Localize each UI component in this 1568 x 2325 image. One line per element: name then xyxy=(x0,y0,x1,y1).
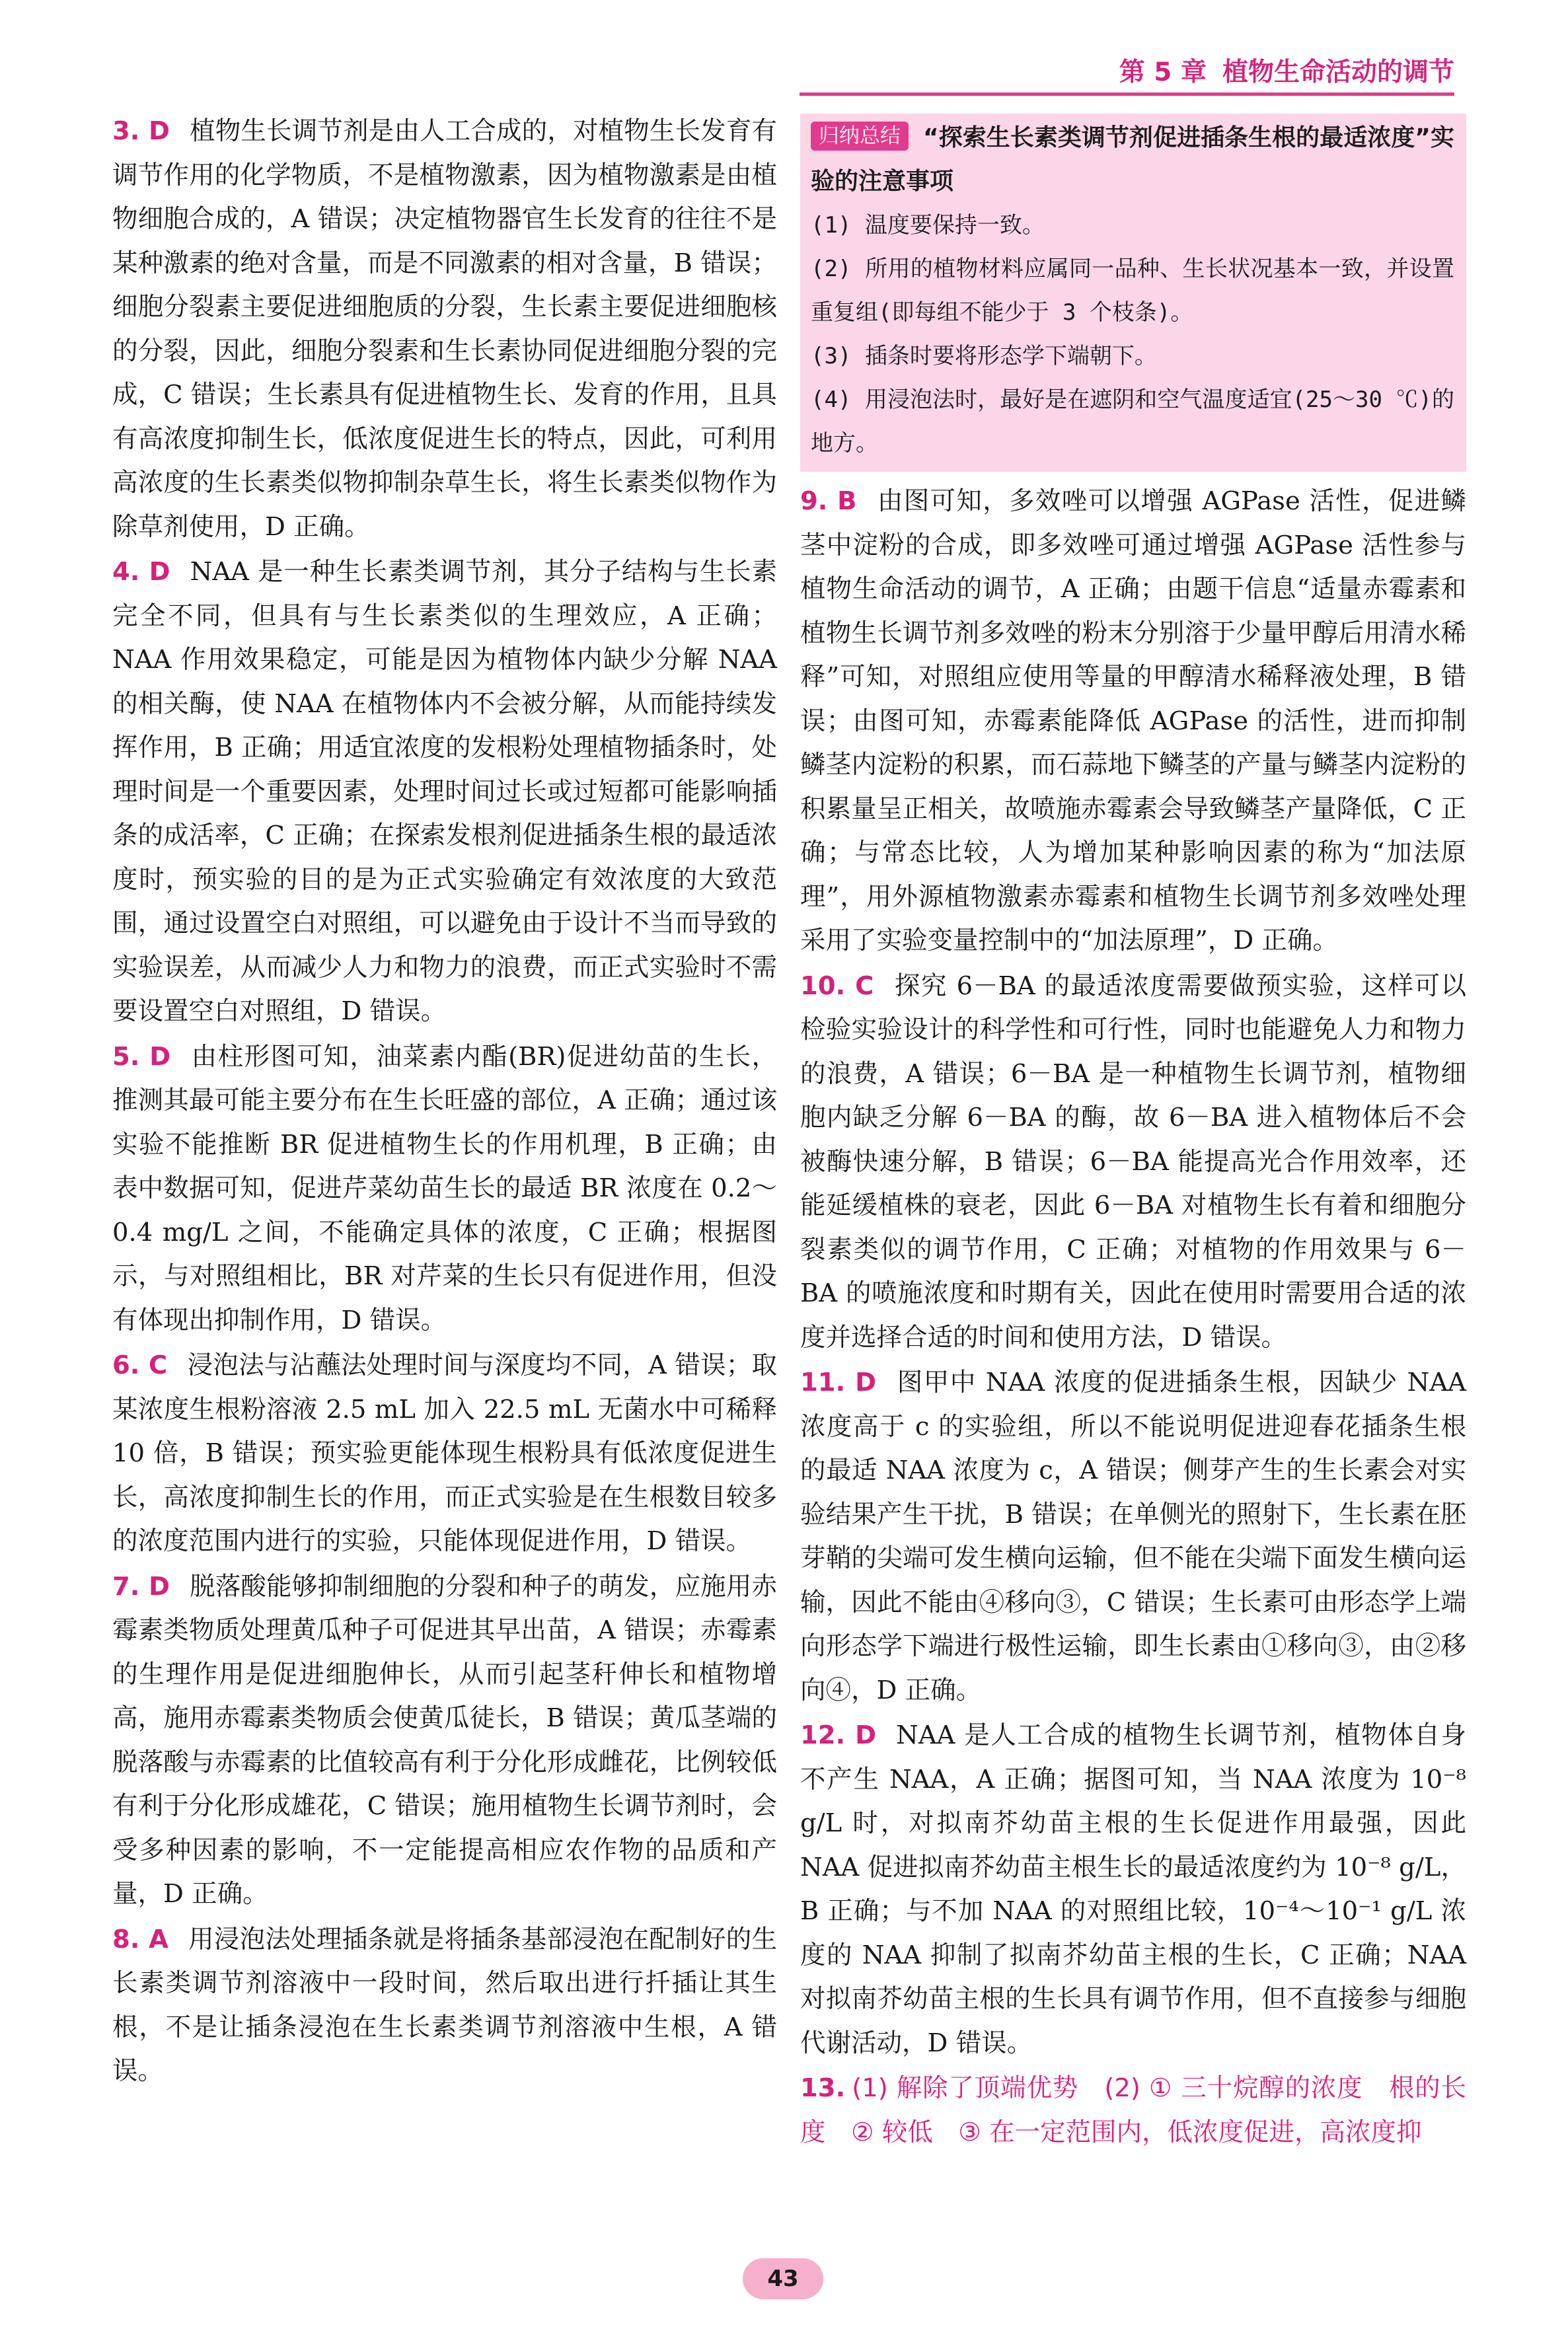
answer-item xyxy=(112,1918,777,2094)
answer-number: 4. D xyxy=(112,557,170,587)
header-rule xyxy=(800,92,1454,96)
answer-item xyxy=(112,1565,777,1917)
answer-item xyxy=(112,550,777,1034)
chapter-name: 植物生命活动的调节 xyxy=(1222,57,1454,87)
chapter-number: 第 5 章 xyxy=(1119,57,1207,87)
answer-number: 9. B xyxy=(800,486,857,516)
answer-text: 图甲中 NAA 浓度的促进插条生根，因缺少 NAA 浓度高于 c 的实验组，所以不能说明促进迎春花插条生根的最适 NAA 浓度为 c，A 错误；侧芽产生的生长素会对实验结果产生干扰，B 错误；在单侧光的照射下，生长素在胚芽鞘的尖端可发生横向运输，但不能在尖端下面发生横向运输，因此不能由④移向③，C 错误；生长素可由形态学上端向形态学下端进行极性运输，即生长素由①移向③，由②移向④，D 正确。 xyxy=(800,1368,1466,1705)
answer-number: 3. D xyxy=(112,116,170,146)
answer-item xyxy=(800,480,1466,963)
answer-text: 脱落酸能够抑制细胞的分裂和种子的萌发，应施用赤霉素类物质处理黄瓜种子可促进其早出苗，A 错误；赤霉素的生理作用是促进细胞伸长，从而引起茎秆伸长和植物增高，施用赤霉素类物质会使黄瓜徒长，B 错误；黄瓜茎端的脱落酸与赤霉素的比值较高有利于分化形成雌花，比例较低有利于分化形成雄花，C 错误；施用植物生长调节剂时，会受多种因素的影响，不一定能提高相应农作物的品质和产量，D 正确。 xyxy=(112,1571,777,1909)
answer-text: (1) 解除了顶端优势 (2) ① 三十烷醇的浓度 根的长度 ② 较低 ③ 在一定范围内，低浓度促进，高浓度抑 xyxy=(800,2073,1466,2147)
chapter-title xyxy=(1119,52,1454,89)
summary-line: (1) 温度要保持一致。 xyxy=(811,212,1045,239)
answer-item xyxy=(112,1035,777,1343)
answer-text: NAA 是人工合成的植物生长调节剂，植物体自身不产生 NAA，A 正确；据图可知，当 NAA 浓度为 10⁻⁸ g/L 时，对拟南芥幼苗主根的生长促进作用最强，因此 NAA 促进拟南芥幼苗主根生长的最适浓度约为 10⁻⁸ g/L，B 正确；与不加 NAA 的对照组比较，10⁻⁴～10⁻¹ g/L 浓度的 NAA 抑制了拟南芥幼苗主根的生长，C 正确；NAA 对拟南芥幼苗主根的生长具有调节作用，但不直接参与细胞代谢活动，D 错误。 xyxy=(800,1720,1466,2058)
summary-box xyxy=(800,114,1466,472)
answer-item xyxy=(112,1344,777,1564)
answer-text: 浸泡法与沾蘸法处理时间与深度均不同，A 错误；取某浓度生根粉溶液 2.5 mL 加入 22.5 mL 无菌水中可稀释 10 倍，B 错误；预实验更能体现生根粉具有低浓度促进生长，高浓度抑制生长的作用，而正式实验是在生根数目较多的浓度范围内进行的实验，只能体现促进作用，D 错误。 xyxy=(112,1350,778,1556)
right-column xyxy=(800,114,1466,2156)
summary-line: (3) 插条时要将形态学下端朝下。 xyxy=(811,343,1157,369)
answer-number: 10. C xyxy=(800,971,874,1001)
answer-text: 用浸泡法处理插条就是将插条基部浸泡在配制好的生长素类调节剂溶液中一段时间，然后取出进行扦插让其生根，不是让插条浸泡在生长素类调节剂溶液中生根，A 错误。 xyxy=(112,1924,777,2086)
left-column xyxy=(112,110,777,2095)
answer-text: 植物生长调节剂是由人工合成的，对植物生长发育有调节作用的化学物质，不是植物激素，因为植物激素是由植物细胞合成的，A 错误；决定植物器官生长发育的往往不是某种激素的绝对含量，而是不同激素的相对含量，B 错误；细胞分裂素主要促进细胞质的分裂，生长素主要促进细胞核的分裂，因此，细胞分裂素和生长素协同促进细胞分裂的完成，C 错误；生长素具有促进植物生长、发育的作用，且具有高浓度抑制生长，低浓度促进生长的特点，因此，可利用高浓度的生长素类似物抑制杂草生长，将生长素类似物作为除草剂使用，D 正确。 xyxy=(112,116,777,542)
summary-line: (4) 用浸泡法时，最好是在遮阴和空气温度适宜(25～30 ℃)的地方。 xyxy=(811,387,1454,457)
summary-title: “探索生长素类调节剂促进插条生根的最适浓度”实验的注意事项 xyxy=(811,124,1454,195)
answer-number: 8. A xyxy=(112,1924,168,1954)
answer-text: 探究 6－BA 的最适浓度需要做预实验，这样可以检验实验设计的科学性和可行性，同时也能避免人力和物力的浪费，A 错误；6－BA 是一种植物生长调节剂，植物细胞内缺乏分解 6－BA 的酶，故 6－BA 进入植物体后不会被酶快速分解，B 错误；6－BA 能提高光合作用效率，还能延缓植株的衰老，因此 6－BA 对植物生长有着和细胞分裂素类似的调节作用，C 正确；对植物的作用效果与 6－BA 的喷施浓度和时期有关，因此在使用时需要用合适的浓度并选择合适的时间和使用方法，D 错误。 xyxy=(800,971,1466,1352)
answer-item xyxy=(800,1361,1466,1713)
answer-item xyxy=(112,110,777,549)
answer-text: NAA 是一种生长素类调节剂，其分子结构与生长素完全不同，但具有与生长素类似的生理效应，A 正确；NAA 作用效果稳定，可能是因为植物体内缺少分解 NAA 的相关酶，使 NAA 在植物体内不会被分解，从而能持续发挥作用，B 正确；用适宜浓度的发根粉处理植物插条时，处理时间是一个重要因素，处理时间过长或过短都可能影响插条的成活率，C 正确；在探索发根剂促进插条生根的最适浓度时，预实验的目的是为正式实验确定有效浓度的大致范围，通过设置空白对照组，可以避免由于设计不当而导致的实验误差，从而减少人力和物力的浪费，而正式实验时不需要设置空白对照组，D 错误。 xyxy=(112,557,777,1026)
page-header xyxy=(0,0,1568,92)
answer-number: 11. D xyxy=(800,1368,877,1397)
summary-tag: 归纳总结 xyxy=(811,122,909,151)
answer-item xyxy=(800,965,1466,1360)
answer-text: 由图可知，多效唑可以增强 AGPase 活性，促进鳞茎中淀粉的合成，即多效唑可通过增强 AGPase 活性参与植物生命活动的调节，A 正确；由题干信息“适量赤霉素和植物生长调节剂多效唑的粉末分别溶于少量甲醇后用清水稀释”可知，对照组应使用等量的甲醇清水稀释液处理，B 错误；由图可知，赤霉素能降低 AGPase 的活性，进而抑制鳞茎内淀粉的积累，而石蒜地下鳞茎的产量与鳞茎内淀粉的积累量呈正相关，故喷施赤霉素会导致鳞茎产量降低，C 正确；与常态比较，人为增加某种影响因素的称为“加法原理”，用外源植物激素赤霉素和植物生长调节剂多效唑处理采用了实验变量控制中的“加法原理”，D 正确。 xyxy=(800,486,1466,955)
answer-number: 7. D xyxy=(112,1571,170,1602)
page-number: 43 xyxy=(743,2258,823,2299)
answer-number: 12. D xyxy=(800,1720,877,1750)
summary-heading xyxy=(811,116,1454,203)
answer-text: 由柱形图可知，油菜素内酯(BR)促进幼苗的生长，推测其最可能主要分布在生长旺盛的部位，A 正确；通过该实验不能推断 BR 促进植物生长的作用机理，B 正确；由表中数据可知，促进芹菜幼苗生长的最适 BR 浓度在 0.2～0.4 mg/L 之间，不能确定具体的浓度，C 正确；根据图示，与对照组相比，BR 对芹菜的生长只有促进作用，但没有体现出抑制作用，D 错误。 xyxy=(112,1041,777,1335)
answer-number: 6. C xyxy=(112,1350,168,1380)
summary-line: (2) 所用的植物材料应属同一品种、生长状况基本一致，并设置重复组(即每组不能少于 3 个枝条)。 xyxy=(811,256,1454,326)
answer-number: 13. xyxy=(800,2073,846,2103)
answer-item-13 xyxy=(800,2067,1466,2155)
answer-item xyxy=(800,1714,1466,2065)
answer-number: 5. D xyxy=(112,1041,171,1072)
